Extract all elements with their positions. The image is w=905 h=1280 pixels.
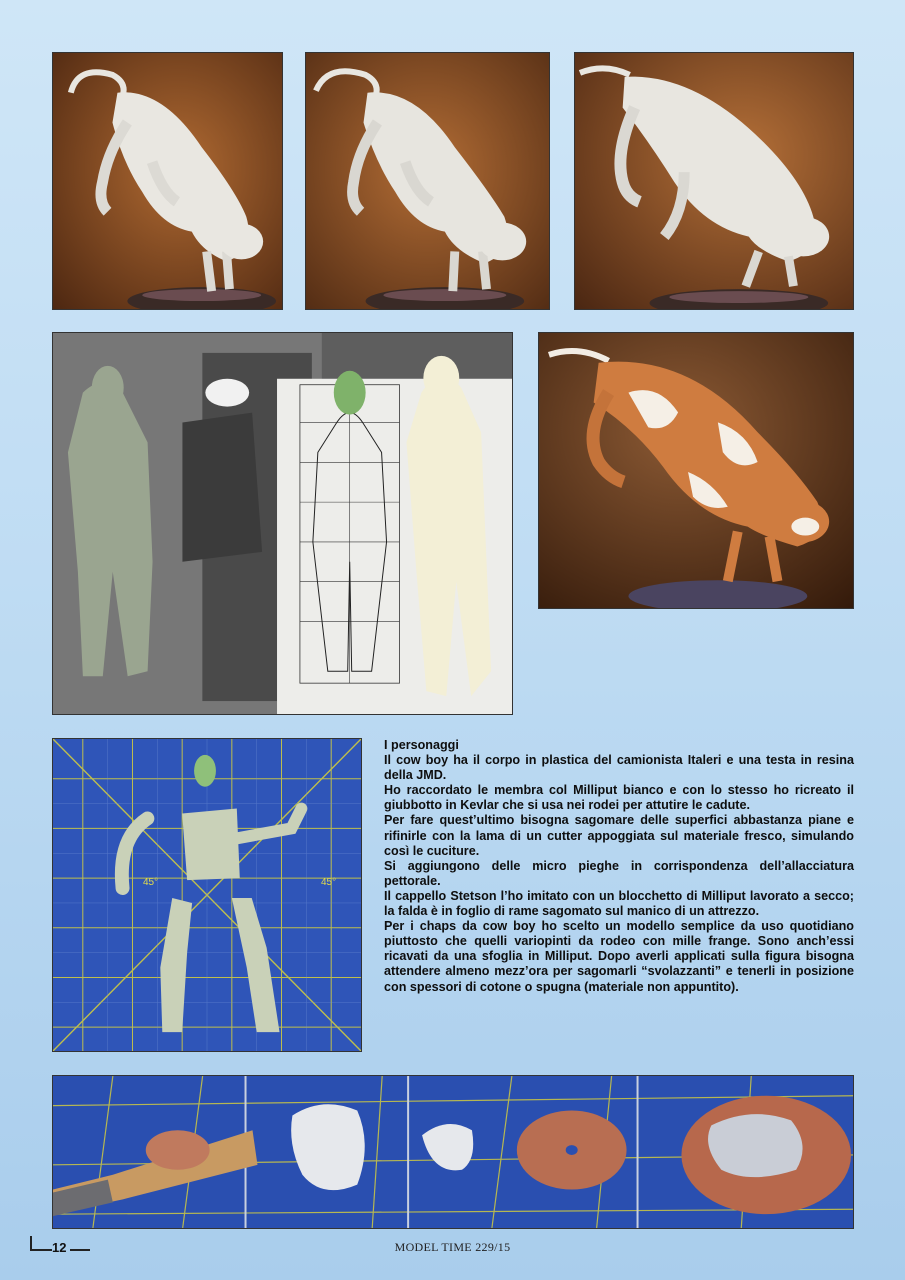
paragraph-3: Per fare quest’ultimo bisogna sagomare delle superfici abbastanza piane e rifinirle con la lama di un cutter appoggiata sul materiale fresco, simulando così le cuciture. [384, 813, 854, 858]
paragraph-1: Il cow boy ha il corpo in plastica del camionista Italeri e una testa in resina della JMD. [384, 753, 854, 783]
page-number: 12 [52, 1240, 67, 1255]
bull-sculpt-photo-2 [305, 52, 550, 310]
paragraph-4: Si aggiungono delle micro pieghe in corrispondenza dell’allacciatura pettorale. [384, 858, 854, 888]
bull-sculpt-photo-3 [574, 52, 854, 310]
hat-making-photo-strip [52, 1075, 854, 1229]
painted-bull-photo [538, 332, 854, 609]
paragraph-5: Il cappello Stetson l’ho imitato con un blocchetto di Milliput lavorato a secco; la falda è in foglio di rame sagomato sul manico di un attrezzo. [384, 888, 854, 919]
article-text [384, 738, 854, 995]
figure-comparison-photo [52, 332, 513, 715]
paragraph-2: Ho raccordato le membra col Milliput bianco e con lo stesso ho ricreato il giubbotto in Kevlar che si usa nei rodei per attutire le cadute. [384, 783, 854, 813]
mat-angle-label-left: 45° [143, 877, 159, 888]
figure-parts-on-mat-photo [52, 738, 362, 1052]
magazine-issue: MODEL TIME 229/15 [394, 1240, 511, 1254]
mat-angle-label-right: 45° [321, 877, 337, 888]
bull-sculpt-photo-1 [52, 52, 283, 310]
section-heading: I personaggi [384, 738, 459, 752]
paragraph-6: Per i chaps da cow boy ho scelto un modello semplice da uso quotidiano piuttosto che quelli variopinti da rodeo con mille frange. Sono anch’essi ricavati da una sfoglia in Milliput. Dopo averli applicati sulla figura bisogna attendere almeno mezz’ora per sagomarli “svolazzanti” e tenerli in posizione con spessori di cotone o spugna (materiale non appuntito). [384, 919, 854, 994]
